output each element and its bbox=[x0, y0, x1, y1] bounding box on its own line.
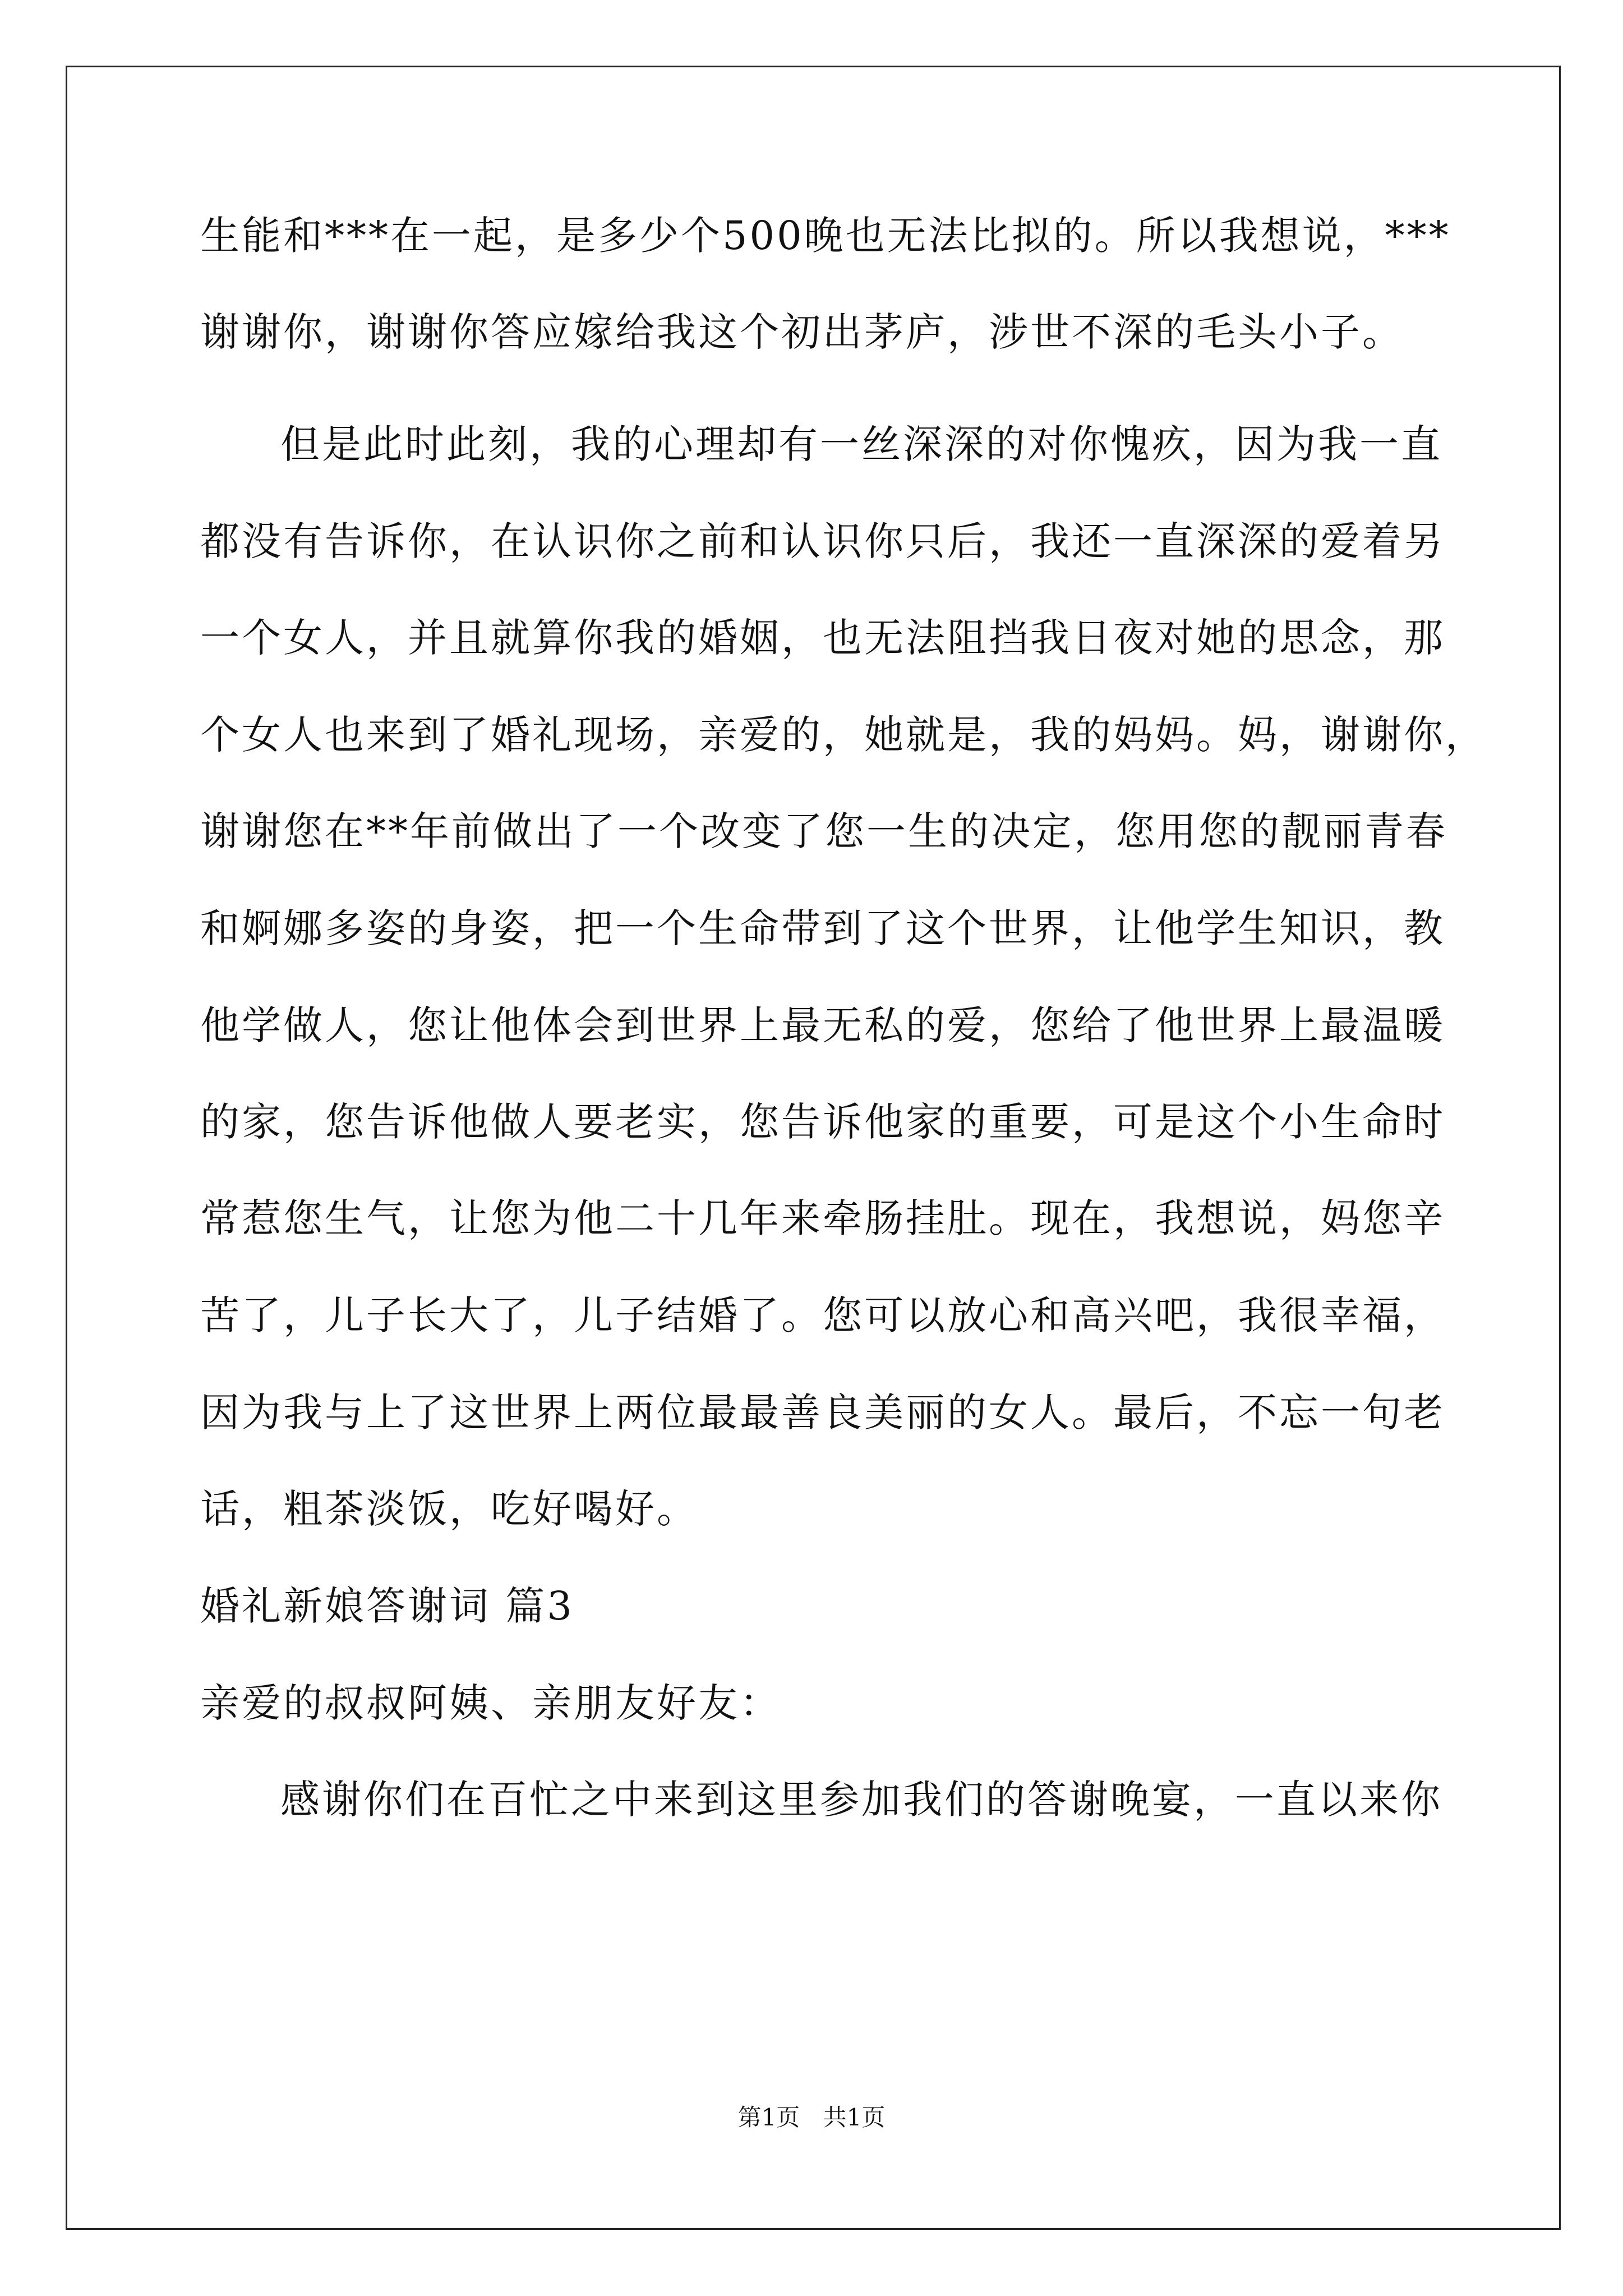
text-line: 谢谢你，谢谢你答应嫁给我这个初出茅庐，涉世不深的毛头小子。 bbox=[200, 309, 1404, 355]
text-line: 个女人也来到了婚礼现场，亲爱的，她就是，我的妈妈。妈，谢谢你， bbox=[200, 712, 1487, 758]
text-line: 他学做人，您让他体会到世界上最无私的爱，您给了他世界上最温暖 bbox=[200, 1002, 1445, 1048]
page-number: 第1页 bbox=[737, 2104, 800, 2131]
section-heading: 婚礼新娘答谢词 篇3 bbox=[200, 1583, 574, 1629]
paragraph-first-line: 感谢你们在百忙之中来到这里参加我们的答谢晚宴，一直以来你 bbox=[280, 1777, 1442, 1823]
text-line: 话，粗茶淡饭，吃好喝好。 bbox=[200, 1486, 698, 1532]
text-line: 生能和***在一起，是多少个500晚也无法比拟的。所以我想说，*** bbox=[200, 213, 1451, 259]
text-line: 一个女人，并且就算你我的婚姻，也无法阻挡我日夜对她的思念，那 bbox=[200, 615, 1445, 661]
text-line: 都没有告诉你，在认识你之前和认识你只后，我还一直深深的爱着另 bbox=[200, 518, 1445, 564]
text-line: 的家，您告诉他做人要老实，您告诉他家的重要，可是这个小生命时 bbox=[200, 1099, 1445, 1145]
salutation: 亲爱的叔叔阿姨、亲朋友好友： bbox=[200, 1680, 781, 1726]
text-line: 苦了，儿子长大了，儿子结婚了。您可以放心和高兴吧，我很幸福， bbox=[200, 1292, 1445, 1338]
text-line: 因为我与上了这世界上两位最最善良美丽的女人。最后，不忘一句老 bbox=[200, 1389, 1445, 1435]
page-footer bbox=[0, 2101, 1623, 2134]
text-line: 常惹您生气，让您为他二十几年来牵肠挂肚。现在，我想说，妈您辛 bbox=[200, 1195, 1445, 1241]
page-total: 共1页 bbox=[823, 2104, 886, 2131]
text-line: 和婀娜多姿的身姿，把一个生命带到了这个世界，让他学生知识，教 bbox=[200, 905, 1445, 951]
paragraph-first-line: 但是此时此刻，我的心理却有一丝深深的对你愧疚，因为我一直 bbox=[280, 421, 1442, 467]
text-line: 谢谢您在**年前做出了一个改变了您一生的决定，您用您的靓丽青春 bbox=[200, 808, 1447, 854]
